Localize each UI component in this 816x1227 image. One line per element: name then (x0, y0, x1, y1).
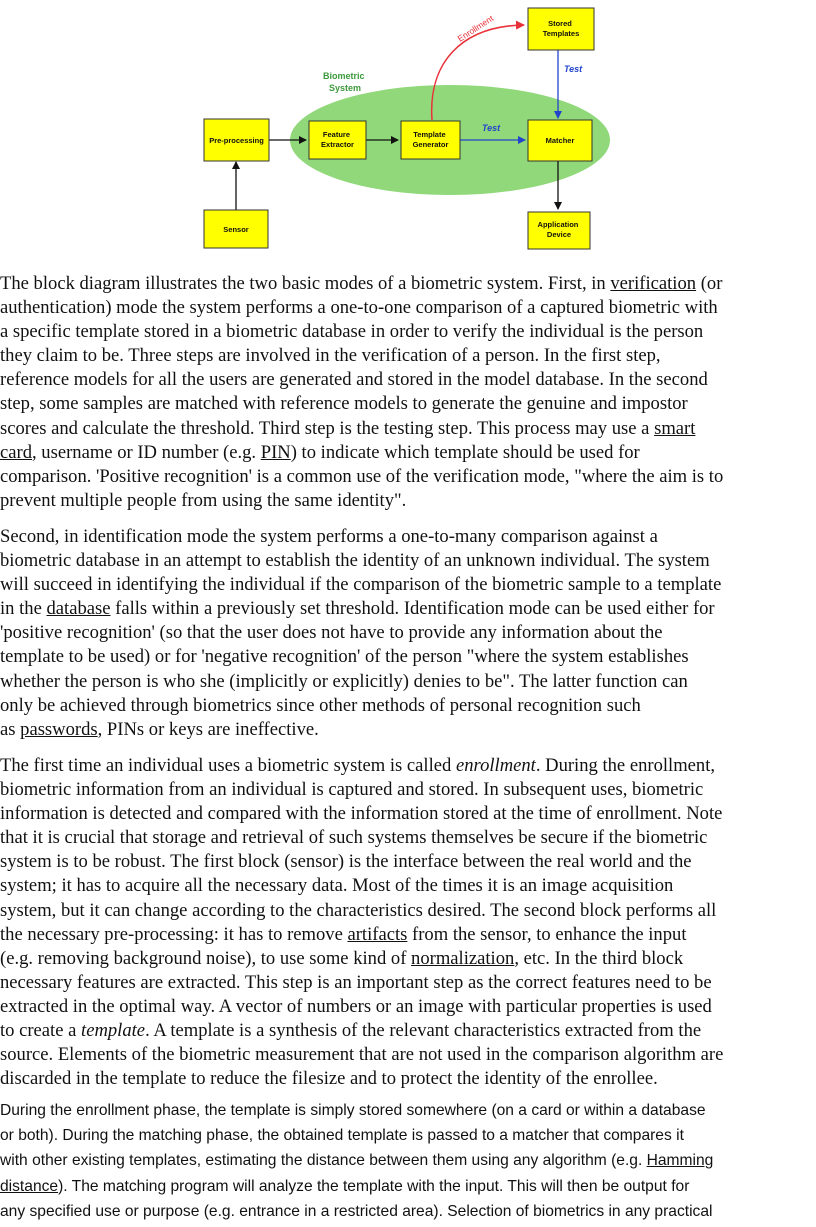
text-line: extracted in the optimal way. A vector of numbers or an image with particular properties is used (0, 995, 712, 1017)
text-line: only be achieved through biometrics since other methods of personal recognition such (0, 694, 641, 716)
text-line: a specific template stored in a biometric database in order to verify the individual is the person (0, 321, 704, 343)
text-line: reference models for all the users are generated and stored in the model database. In the second (0, 369, 708, 391)
text-line: they claim to be. Three steps are involved in the verification of a person. In the first step, (0, 345, 661, 367)
emphasis-template: template (81, 1020, 146, 1042)
text-line: The block diagram illustrates the two basic modes of a biometric system. First, in verification (or (0, 273, 723, 294)
text-line: any specified use or purpose (e.g. entrance in a restricted area). Selection of biometrics in any practical (0, 1202, 713, 1220)
link-verification[interactable]: verification (610, 273, 697, 294)
text-line: discarded in the template to reduce the filesize and to protect the identity of the enrollee. (0, 1068, 658, 1090)
link-smart[interactable]: smart (654, 417, 696, 439)
text-line: distance). The matching program will analyze the template with the input. This will then be output for (0, 1177, 690, 1195)
application-device-line1: Application (537, 220, 579, 229)
link-pin[interactable]: PIN (260, 441, 291, 463)
text-line: system, but it can change according to the characteristics desired. The second block performs all (0, 899, 717, 921)
text-line: whether the person is who she (implicitly or explicitly) denies to be". The latter function can (0, 670, 688, 692)
text-line: as passwords, PINs or keys are ineffective. (0, 718, 319, 740)
text-line: source. Elements of the biometric measurement that are not used in the comparison algorithm are (0, 1044, 724, 1066)
link-database[interactable]: database (46, 598, 111, 620)
text-line: template to be used) or for 'negative recognition' of the person "where the system establishes (0, 646, 689, 668)
paragraph-enrollment (0, 754, 816, 1091)
link-normalization[interactable]: normalization (411, 947, 515, 969)
sensor-block (204, 210, 268, 248)
paragraph-verification (0, 272, 816, 513)
paragraph-identification (0, 525, 816, 742)
emphasis-enrollment: enrollment (455, 755, 536, 776)
stored-templates-line2: Templates (542, 29, 580, 38)
text-line: the necessary pre-processing: it has to remove artifacts from the sensor, to enhance the input (0, 923, 687, 945)
text-line: card, username or ID number (e.g. PIN) to indicate which template should be used for (0, 441, 640, 463)
text-line: that it is crucial that storage and retrieval of such systems themselves be secure if the biometric (0, 827, 708, 849)
template-generator-block (401, 121, 460, 159)
test-label-horizontal: Test (482, 123, 501, 133)
text-line: step, some samples are matched with reference models to generate the genuine and impostor (0, 393, 688, 415)
text-line: or both). During the matching phase, the obtained template is passed to a matcher that compares it (0, 1127, 684, 1145)
text-line: information is detected and compared with the information stored at the time of enrollment. Note (0, 803, 723, 825)
text-line: in the database falls within a previously set threshold. Identification mode can be used either for (0, 598, 715, 620)
text-line: Second, in identification mode the system performs a one-to-many comparison against a (0, 526, 658, 547)
preprocessing-block (204, 119, 269, 161)
text-line: During the enrollment phase, the template is simply stored somewhere (on a card or within a database (0, 1102, 706, 1119)
text-line: will succeed in identifying the individual if the comparison of the biometric sample to a template (0, 574, 722, 596)
svg-text:Feature Extractor (321, 130, 354, 149)
link-card[interactable]: card (0, 441, 32, 463)
link-distance[interactable]: distance (0, 1177, 59, 1195)
template-generator-line1: Template (413, 130, 446, 139)
biometric-block-diagram (192, 0, 624, 255)
test-label-vertical: Test (564, 64, 583, 74)
text-line: biometric information from an individual is captured and stored. In subsequent uses, biometric (0, 779, 704, 801)
system-label-line2: System (328, 83, 362, 93)
feature-extractor-line1: Feature (322, 130, 350, 139)
enrollment-label: Enrollment (455, 13, 496, 44)
text-line: scores and calculate the threshold. Third step is the testing step. This process may use a smart (0, 417, 696, 439)
svg-text:Template Generator (413, 130, 449, 149)
matcher-block (528, 120, 592, 161)
preprocessing-label: Pre-processing (209, 136, 264, 145)
paragraph-matching (0, 1098, 816, 1224)
system-label-line1: Biometric (322, 71, 365, 81)
text-line: to create a template. A template is a synthesis of the relevant characteristics extracted from the (0, 1020, 702, 1042)
text-line: biometric database in an attempt to establish the identity of an unknown individual. The system (0, 550, 710, 572)
text-line: system is to be robust. The first block (sensor) is the interface between the real world and the (0, 851, 692, 873)
application-device-block (528, 212, 590, 249)
stored-templates-line1: Stored (548, 19, 572, 28)
text-line: 'positive recognition' (so that the user does not have to provide any information about the (0, 622, 663, 644)
matcher-label: Matcher (545, 136, 575, 145)
stored-templates-block (528, 8, 594, 50)
text-line: authentication) mode the system performs a one-to-one comparison of a captured biometric with (0, 297, 718, 319)
text-line: system; it has to acquire all the necessary data. Most of the times it is an image acquisition (0, 875, 674, 897)
sensor-label: Sensor (223, 225, 249, 234)
feature-extractor-block (309, 121, 366, 159)
text-line: with other existing templates, estimating the distance between them using any algorithm (e.g. Hamming (0, 1152, 714, 1170)
link-artifacts[interactable]: artifacts (347, 923, 408, 945)
text-line: necessary features are extracted. This step is an important step as the correct features need to be (0, 971, 712, 993)
link-hamming[interactable]: Hamming (646, 1152, 714, 1170)
text-line: The first time an individual uses a biometric system is called enrollment. During the enrollment, (0, 755, 716, 776)
link-passwords[interactable]: passwords (20, 718, 98, 740)
text-line: (e.g. removing background noise), to use some kind of normalization, etc. In the third block (0, 947, 684, 969)
application-device-line2: Device (546, 230, 572, 239)
text-line: prevent multiple people from using the same identity". (0, 489, 407, 511)
template-generator-line2: Generator (412, 140, 449, 149)
text-line: comparison. 'Positive recognition' is a common use of the verification mode, "where the aim is to (0, 465, 724, 487)
svg-text:Stored Templates (543, 19, 580, 38)
feature-extractor-line2: Extractor (321, 140, 354, 149)
